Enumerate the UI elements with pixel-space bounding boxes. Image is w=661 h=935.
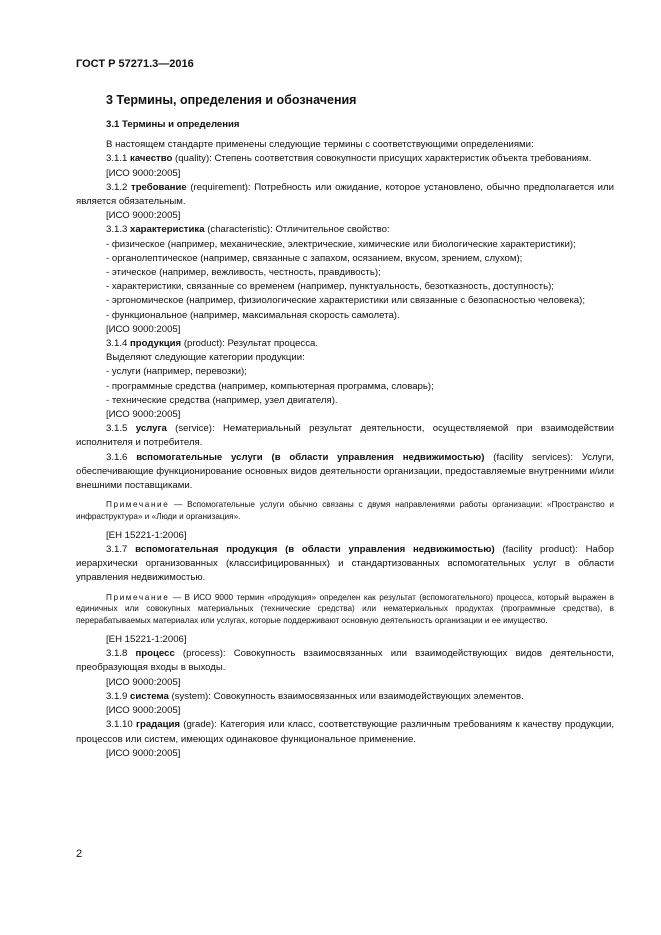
term-definition: (system): Совокупность взаимосвязанных или взаимодействующих элементов. (168, 690, 524, 702)
subsection-title: 3.1 Термины и определения (106, 119, 240, 130)
term-reference: [ИСО 9000:2005] (106, 676, 181, 688)
list-item: - программные средства (например, компьютерная программа, словарь); (106, 380, 434, 392)
term-number: 3.1.2 (106, 181, 128, 193)
list-item: - функциональное (например, максимальная скорость самолета). (106, 309, 400, 321)
term-name: продукция (130, 338, 182, 350)
term-subtext: Выделяют следующие категории продукции: (106, 352, 305, 364)
term-number: 3.1.5 (106, 423, 128, 435)
document-id: ГОСТ Р 57271.3—2016 (76, 58, 194, 70)
note-label: Примечание (106, 500, 170, 510)
note-text: — Вспомогательные услуги обычно связаны с двумя направлениями работы организации: «Пространство и инфраструктура» и «Люди и организация». (76, 500, 614, 522)
term-definition: (service): Нематериальный результат деятельности, осуществляемой при взаимодействии исполнителя и потребителя. (76, 423, 614, 449)
term-number: 3.1.9 (106, 690, 128, 702)
term-reference: [ЕН 15221-1:2006] (106, 529, 187, 541)
term-number: 3.1.8 (106, 648, 128, 660)
term-definition: (grade): Категория или класс, соответствующие различным требованиям к качеству продукции, процессов или систем, имеющих одинаковое функциональное применение. (76, 719, 615, 745)
term-entry (76, 690, 614, 704)
term-number: 3.1.1 (106, 153, 128, 165)
term-reference: [ИСО 9000:2005] (106, 705, 181, 717)
term-name: процесс (135, 648, 175, 660)
list-item: - физическое (например, механические, электрические, химические или биологические характеристики); (106, 238, 576, 250)
term-number: 3.1.6 (106, 451, 128, 463)
term-name: требование (131, 181, 187, 193)
term-name: система (130, 690, 169, 702)
term-reference: [ИСО 9000:2005] (106, 210, 181, 222)
term-definition: (facility product): Набор иерархически организованных (классифицированных) и стандартизованных вспомогательных услуг в области управления недвижимостью. (76, 544, 615, 584)
term-name: градация (135, 719, 180, 731)
term-number: 3.1.10 (106, 719, 133, 731)
page-number: 2 (76, 848, 83, 860)
term-definition: (requirement): Потребность или ожидание, которое установлено, обычно предполагается или является обязательным. (76, 181, 614, 208)
term-definition: (process): Совокупность взаимосвязанных или взаимодействующих видов деятельности, преобразующая входы в выходы. (76, 648, 614, 674)
term-name: характеристика (130, 224, 205, 236)
list-item: - эргономическое (например, физиологические характеристики или связанные с безопасностью человека); (106, 295, 585, 307)
term-definition: (facility services): Услуги, обеспечивающие функционирование основных видов деятельности организации, предоставляемые внутренними и/или внешними поставщиками. (76, 451, 614, 492)
term-reference: [ЕН 15221-1:2006] (106, 634, 187, 646)
term-name: вспомогательная продукция (в области управления недвижимостью) (135, 544, 495, 556)
term-entry (76, 223, 614, 237)
term-entry (76, 181, 614, 209)
term-entry (76, 543, 614, 586)
term-reference: [ИСО 9000:2005] (106, 323, 181, 335)
section-title: 3 Термины, определения и обозначения (106, 93, 357, 107)
term-reference: [ИСО 9000:2005] (106, 747, 181, 759)
term-number: 3.1.7 (106, 544, 128, 556)
list-item: - этическое (например, вежливость, честность, правдивость); (106, 267, 381, 279)
term-number: 3.1.3 (106, 224, 128, 236)
term-reference: [ИСО 9000:2005] (106, 167, 181, 179)
document-body (76, 92, 614, 761)
term-definition: (characteristic): Отличительное свойство: (204, 224, 390, 236)
term-name: услуга (135, 423, 167, 435)
term-entry (76, 337, 614, 351)
note-label: Примечание (106, 592, 170, 602)
term-entry (76, 718, 614, 746)
term-note (76, 499, 614, 523)
term-definition: (product): Результат процесса. (181, 338, 319, 350)
list-item: - характеристики, связанные со временем (например, пунктуальность, безотказность, доступность); (106, 281, 554, 293)
term-note (76, 592, 614, 627)
term-name: вспомогательные услуги (в области управления недвижимостью) (136, 451, 485, 463)
term-name: качество (130, 153, 173, 165)
intro-text: В настоящем стандарте применены следующие термины с соответствующими определениями: (106, 139, 534, 151)
list-item: - услуги (например, перевозки); (106, 366, 247, 378)
note-text: — В ИСО 9000 термин «продукция» определен как результат (вспомогательного) процесса, который выражен в единичных или совокупных материальных (технические средства) или нематериальных продуктах (программные средства), в перерабатываемых материалах или услугах, которые поддерживают основную деятельность организации и ее имущество. (76, 592, 614, 626)
term-entry (76, 152, 614, 166)
term-number: 3.1.4 (106, 338, 128, 350)
term-reference: [ИСО 9000:2005] (106, 409, 181, 421)
list-item: - технические средства (например, узел двигателя). (106, 394, 338, 406)
list-item: - органолептическое (например, связанные с запахом, осязанием, вкусом, зрением, слухом); (106, 252, 523, 264)
term-entry (76, 451, 614, 494)
term-entry (76, 647, 614, 675)
term-entry (76, 422, 614, 450)
term-definition: (quality): Степень соответствия совокупности присущих характеристик объекта требованиям. (172, 153, 592, 165)
